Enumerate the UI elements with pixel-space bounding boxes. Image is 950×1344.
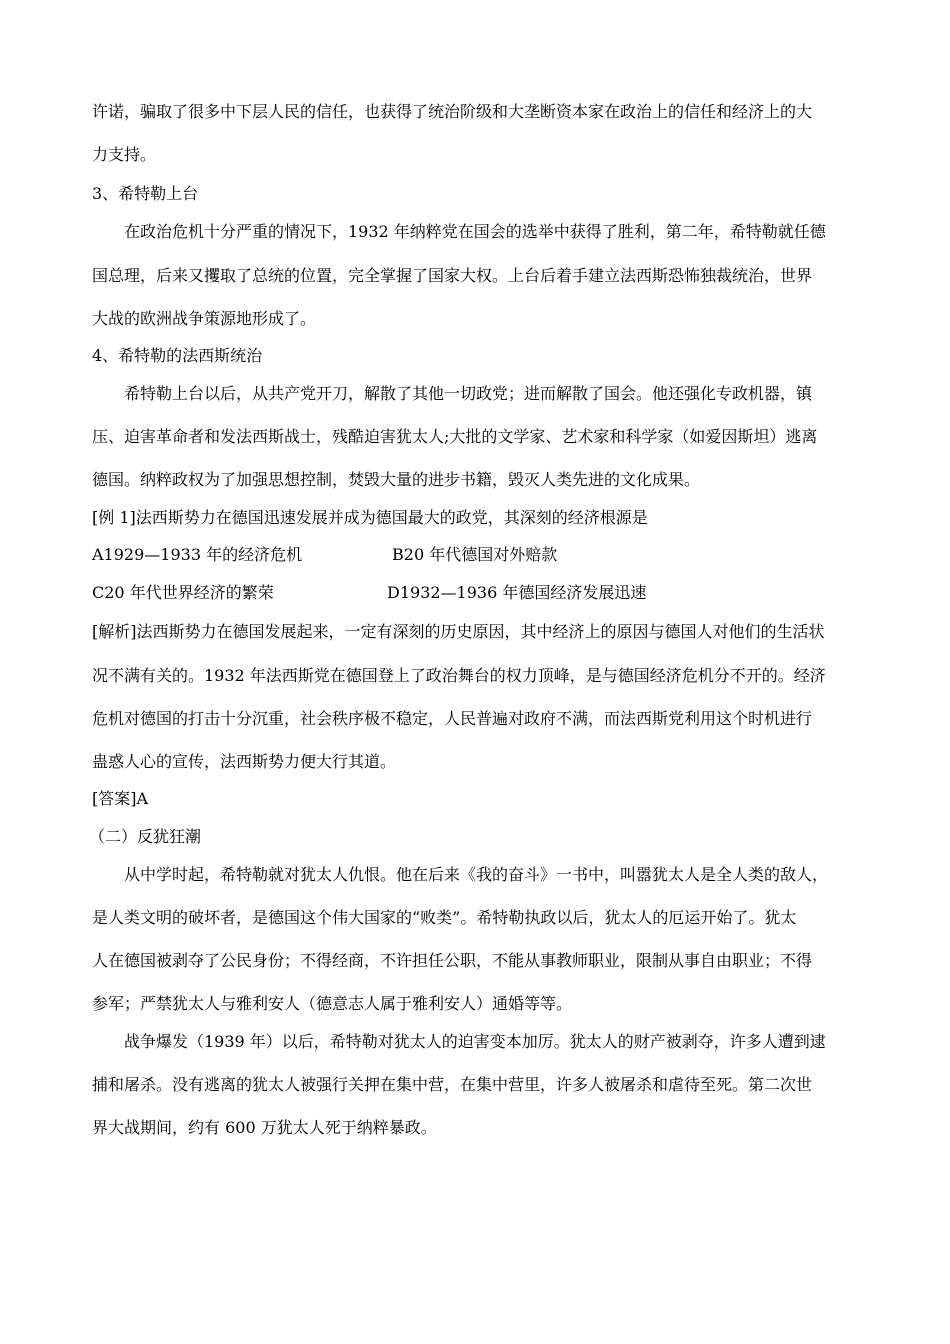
option-d: D1932—1936 年德国经济发展迅速	[387, 583, 647, 602]
part-2-para-2-line-3: 界大战期间，约有 600 万犹太人死于纳粹暴政。	[92, 1118, 437, 1137]
intro-line-2: 力支持。	[92, 145, 157, 164]
answer: [答案]A	[92, 789, 149, 808]
section-4-line-2: 压、迫害革命者和发法西斯战士，残酷迫害犹太人;大批的文学家、艺术家和科学家（如爱因斯坦）逃离	[92, 427, 818, 446]
analysis-line-1: [解析]法西斯势力在德国发展起来，一定有深刻的历史原因，其中经济上的原因与德国人对他们的生活状	[92, 622, 825, 641]
option-c: C20 年代世界经济的繁荣	[92, 583, 274, 602]
part-2-para-2-line-1: 战争爆发（1939 年）以后，希特勒对犹太人的迫害变本加厉。犹太人的财产被剥夺，许多人遭到逮	[124, 1032, 826, 1051]
section-4-line-3: 德国。纳粹政权为了加强思想控制，焚毁大量的进步书籍，毁灭人类先进的文化成果。	[92, 470, 701, 489]
section-3-line-3: 大战的欧洲战争策源地形成了。	[92, 309, 317, 328]
analysis-line-4: 蛊惑人心的宣传，法西斯势力便大行其道。	[92, 752, 397, 771]
part-2-para-1-line-2: 是人类文明的破坏者，是德国这个伟大国家的“败类”。希特勒执政以后，犹太人的厄运开始了。犹太	[92, 908, 797, 927]
analysis-line-2: 况不满有关的。1932 年法西斯党在德国登上了政治舞台的权力顶峰，是与德国经济危机分不开的。经济	[92, 666, 826, 685]
part-2-heading: （二）反犹狂潮	[89, 827, 202, 846]
section-4-heading: 4、希特勒的法西斯统治	[92, 346, 263, 365]
example-question: [例 1]法西斯势力在德国迅速发展并成为德国最大的政党，其深刻的经济根源是	[92, 508, 648, 527]
part-2-para-1-line-1: 从中学时起，希特勒就对犹太人仇恨。他在后来《我的奋斗》一书中，叫嚣犹太人是全人类的敌人，	[124, 865, 829, 884]
section-3-line-1: 在政治危机十分严重的情况下，1932 年纳粹党在国会的选举中获得了胜利，第二年，希特勒就任德	[124, 222, 826, 241]
section-3-line-2: 国总理，后来又攫取了总统的位置，完全掌握了国家大权。上台后着手建立法西斯恐怖独裁统治，世界	[92, 266, 813, 285]
section-4-line-1: 希特勒上台以后，从共产党开刀，解散了其他一切政党；进而解散了国会。他还强化专政机器，镇	[124, 384, 813, 403]
part-2-para-2-line-2: 捕和屠杀。没有逃离的犹太人被强行关押在集中营，在集中营里，许多人被屠杀和虐待至死。第二次世	[92, 1075, 813, 1094]
part-2-para-1-line-3: 人在德国被剥夺了公民身份；不得经商，不许担任公职，不能从事教师职业，限制从事自由职业；不得	[92, 951, 813, 970]
part-2-para-1-line-4: 参军；严禁犹太人与雅利安人（德意志人属于雅利安人）通婚等等。	[92, 994, 573, 1013]
option-a: A1929—1933 年的经济危机	[92, 545, 303, 564]
section-3-heading: 3、希特勒上台	[92, 184, 199, 203]
analysis-line-3: 危机对德国的打击十分沉重，社会秩序极不稳定，人民普遍对政府不满，而法西斯党利用这个时机进行	[92, 709, 813, 728]
intro-line-1: 许诺，骗取了很多中下层人民的信任，也获得了统治阶级和大垄断资本家在政治上的信任和经济上的大	[92, 102, 813, 121]
option-b: B20 年代德国对外赔款	[392, 545, 558, 564]
